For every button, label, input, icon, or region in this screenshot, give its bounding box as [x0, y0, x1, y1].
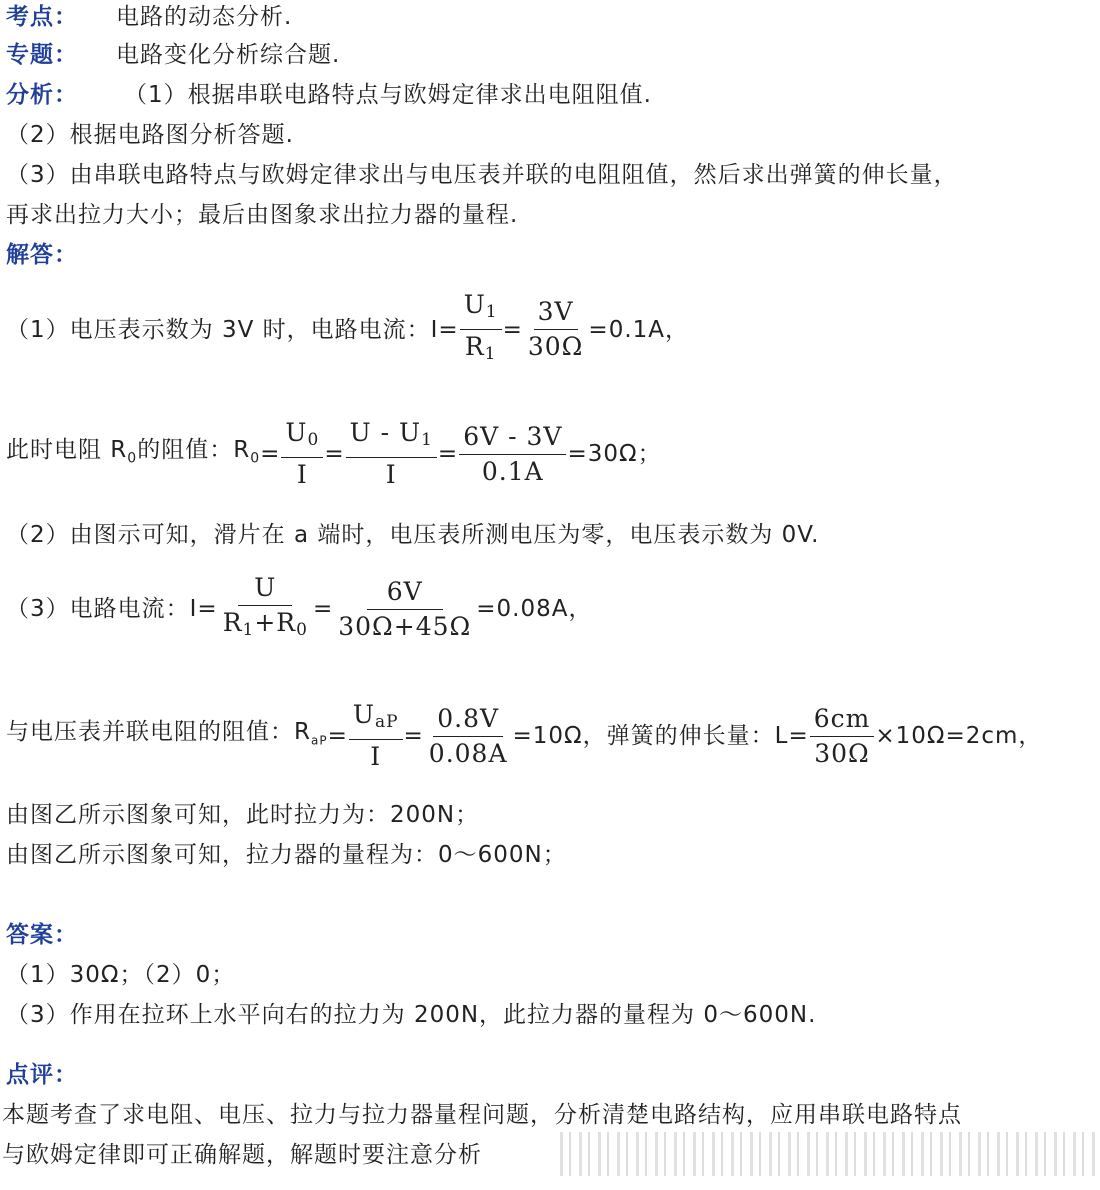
step1-f1-num: U: [463, 290, 486, 319]
step1-fraction-2: [524, 297, 588, 362]
dianping-t1: 本题考查了求电阻、电压、拉力与拉力器量程问题，分析清楚电路结构，应用串联电路特点: [2, 1102, 962, 1128]
step5-f2-num: 0.8V: [433, 704, 503, 737]
fenxi-p3a: （3）由串联电路特点与欧姆定律求出与电压表并联的电阻阻值，然后求出弹簧的伸长量，: [6, 162, 958, 188]
step2-lead-sub: 0: [127, 450, 138, 467]
step4-lead: （3）电路电流：I=: [6, 596, 218, 622]
watermark-barcode: [560, 1132, 1100, 1176]
step2-tail: =30Ω；: [567, 441, 662, 467]
daan-a2: （3）作用在拉环上水平向右的拉力为 200N，此拉力器的量程为 0～600N.: [6, 1002, 817, 1028]
step4-f2-num: 6V: [367, 577, 443, 610]
fenxi-p3b: 再求出拉力大小；最后由图象求出拉力器的量程.: [6, 202, 519, 228]
step2-eq2: =: [437, 441, 459, 467]
fenxi-p1: （1）根据串联电路特点与欧姆定律求出电阻阻值.: [124, 82, 652, 108]
step2-f1-num-sub: 0: [307, 430, 320, 450]
step5-eq1: =: [403, 723, 424, 749]
step4-fraction-2: [334, 577, 475, 642]
step2-fraction-3: [459, 422, 566, 487]
step4-f1-num: U: [238, 573, 292, 606]
step2-fraction-2: [346, 418, 437, 490]
step1-lead: （1）电压表示数为 3V 时，电路电流：I=: [6, 316, 459, 343]
step1-f1-num-sub: 1: [485, 302, 498, 322]
jieda-step6: 由图乙所示图象可知，此时拉力为：200N；: [6, 802, 480, 828]
step5-f1-num-sub: aP: [374, 712, 399, 732]
zhuanti-row: [6, 40, 340, 70]
step2-eq0: =: [260, 441, 281, 467]
step2-lead-text: 此时电阻 R: [6, 436, 128, 463]
step2-f3-den: 0.1A: [481, 456, 544, 486]
step5-lead-text: 与电压表并联电阻的阻值：R: [6, 718, 311, 745]
step5-lead: [6, 717, 328, 756]
jieda-step2: [6, 418, 662, 490]
jieda-step3: （2）由图示可知，滑片在 a 端时，电压表所测电压为零，电压表示数为 0V.: [6, 522, 820, 548]
step5-fraction-1: [349, 700, 403, 772]
zhuanti-label: 专题：: [6, 42, 78, 68]
step2-f2-num: U - U: [349, 418, 422, 447]
step4-f1-den-a-sub: 1: [242, 620, 255, 640]
step4-f2-den: 30Ω+45Ω: [338, 611, 472, 641]
step4-f1-den-b-sub: 0: [296, 620, 308, 640]
jieda-row: [6, 240, 78, 270]
fenxi-label: 分析：: [6, 82, 78, 108]
step4-f1-den-a: R: [222, 608, 243, 637]
step4-fraction-1: [219, 573, 312, 645]
step1-eq: =: [502, 316, 523, 343]
step1-f1-den-sub: 1: [484, 344, 497, 364]
jieda-step5: [6, 700, 1042, 772]
step4-eq: =: [312, 596, 334, 622]
step5-fraction-3: [810, 704, 875, 769]
step1-fraction-1: [460, 290, 502, 369]
step2-lead2-text: 的阻值：R: [137, 436, 251, 463]
step2-f1-den: I: [296, 460, 308, 489]
step1-f2-num: 3V: [534, 297, 578, 330]
fenxi-row: [6, 80, 652, 110]
step5-f3-den: 30Ω: [814, 738, 870, 768]
step2-lead2-sub: 0: [250, 450, 261, 467]
step5-f1-den: I: [370, 742, 382, 771]
jieda-step4: [6, 573, 593, 645]
step2-f1-num: U: [285, 418, 308, 447]
jieda-step1: [6, 290, 689, 369]
dianping-label: 点评：: [6, 1062, 78, 1088]
step1-f2-den: 30Ω: [527, 332, 584, 361]
jieda-label: 解答：: [6, 242, 78, 268]
step2-eq1: =: [324, 441, 345, 467]
zhuanti-text: 电路变化分析综合题.: [116, 42, 341, 68]
step5-lead-sub: aP: [310, 733, 328, 748]
step1-f1-den: R: [464, 332, 485, 361]
step5-mid: =10Ω，弹簧的伸长量：L=: [512, 723, 809, 749]
step2-f2-num-sub: 1: [421, 430, 433, 450]
step5-f1-num: U: [352, 700, 375, 729]
dianping-t2: 与欧姆定律即可正确解题，解题时要注意分析: [2, 1142, 482, 1168]
step1-tail: =0.1A，: [588, 316, 690, 343]
step2-fraction-1: [281, 418, 323, 490]
kaodian-text: 电路的动态分析.: [116, 4, 293, 30]
step5-f2-den: 0.08A: [428, 738, 508, 768]
step2-f3-num: 6V - 3V: [459, 422, 566, 455]
step5-eq0: =: [327, 723, 348, 749]
daan-row: [6, 920, 78, 950]
daan-a1: （1）30Ω；（2）0；: [6, 962, 236, 988]
fenxi-p2: （2）根据电路图分析答题.: [6, 122, 294, 148]
dianping-row: [6, 1060, 78, 1090]
daan-label: 答案：: [6, 922, 78, 948]
step5-f3-num: 6cm: [810, 704, 875, 737]
step5-fraction-2: [425, 704, 512, 769]
jieda-step7: 由图乙所示图象可知，拉力器的量程为：0～600N；: [6, 842, 567, 868]
step4-tail: =0.08A，: [476, 596, 593, 622]
step2-f2-den: I: [385, 460, 397, 489]
step2-lead: [6, 435, 260, 474]
step4-f1-den-b: +R: [254, 608, 297, 637]
kaodian-label: 考点：: [6, 4, 78, 30]
kaodian-row: [6, 2, 292, 32]
step5-tail: ×10Ω=2cm，: [875, 723, 1043, 749]
